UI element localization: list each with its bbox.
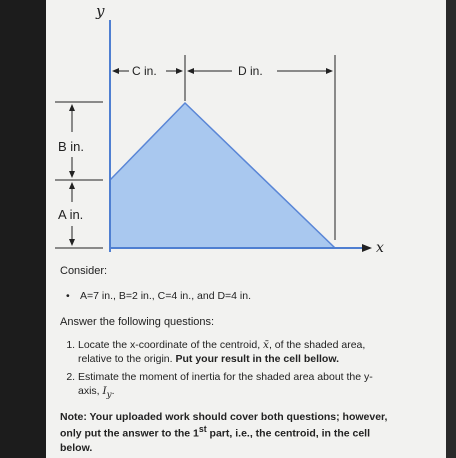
given-values bbox=[66, 289, 390, 303]
b-dim-lower-arrowhead bbox=[69, 171, 75, 178]
instructions: Answer the following questions: bbox=[60, 316, 215, 329]
x-axis-label: x bbox=[376, 240, 384, 256]
problem-text bbox=[60, 264, 390, 455]
moment-symbol-subscript: y bbox=[106, 390, 112, 401]
moment-symbol bbox=[102, 385, 112, 401]
consider-heading: Consider: bbox=[60, 265, 108, 277]
a-dim-lower-arrowhead bbox=[69, 239, 75, 246]
a-dim-label: A in. bbox=[58, 207, 84, 222]
q1-text: Locate the x-coordinate of the centroid, bbox=[78, 338, 261, 351]
question-1 bbox=[78, 338, 390, 366]
c-dim-label: C in. bbox=[132, 64, 157, 78]
shaded-area bbox=[110, 103, 335, 248]
q1-instruction: Put your result in the cell bellow. bbox=[175, 353, 340, 366]
q2-text: Estimate the moment of inertia for the shaded area about the y-axis, bbox=[78, 371, 373, 398]
note bbox=[60, 410, 390, 455]
d-dim-label: D in. bbox=[238, 64, 263, 78]
note-text: Note: Your uploaded work should cover both questions; however, only put the answer to the 1 bbox=[60, 411, 388, 440]
b-dim-upper-arrowhead bbox=[69, 104, 75, 111]
q1-text-continued: , of the shaded area, relative to the origin. bbox=[78, 338, 366, 366]
bullet-icon: • bbox=[66, 289, 70, 302]
note-superscript: st bbox=[198, 424, 207, 435]
b-dim-label: B in. bbox=[58, 139, 85, 154]
centroid-symbol: x̄ bbox=[263, 338, 269, 351]
d-dim-left-arrowhead bbox=[187, 68, 194, 74]
question-list bbox=[60, 338, 390, 402]
note-text-continued: part, i.e., the centroid, in the cell below. bbox=[60, 427, 371, 455]
question-2 bbox=[78, 370, 390, 402]
y-axis-label: y bbox=[96, 2, 105, 20]
q2-end: . bbox=[111, 385, 115, 398]
d-dim-right-arrowhead bbox=[326, 68, 333, 74]
moment-symbol-main: I bbox=[102, 385, 107, 398]
x-axis-arrowhead bbox=[362, 244, 372, 252]
c-dim-left-arrowhead bbox=[112, 68, 119, 74]
c-dim-right-arrowhead bbox=[176, 68, 183, 74]
a-dim-upper-arrowhead bbox=[69, 182, 75, 189]
given-values-text: A=7 in., B=2 in., C=4 in., and D=4 in. bbox=[80, 289, 252, 302]
